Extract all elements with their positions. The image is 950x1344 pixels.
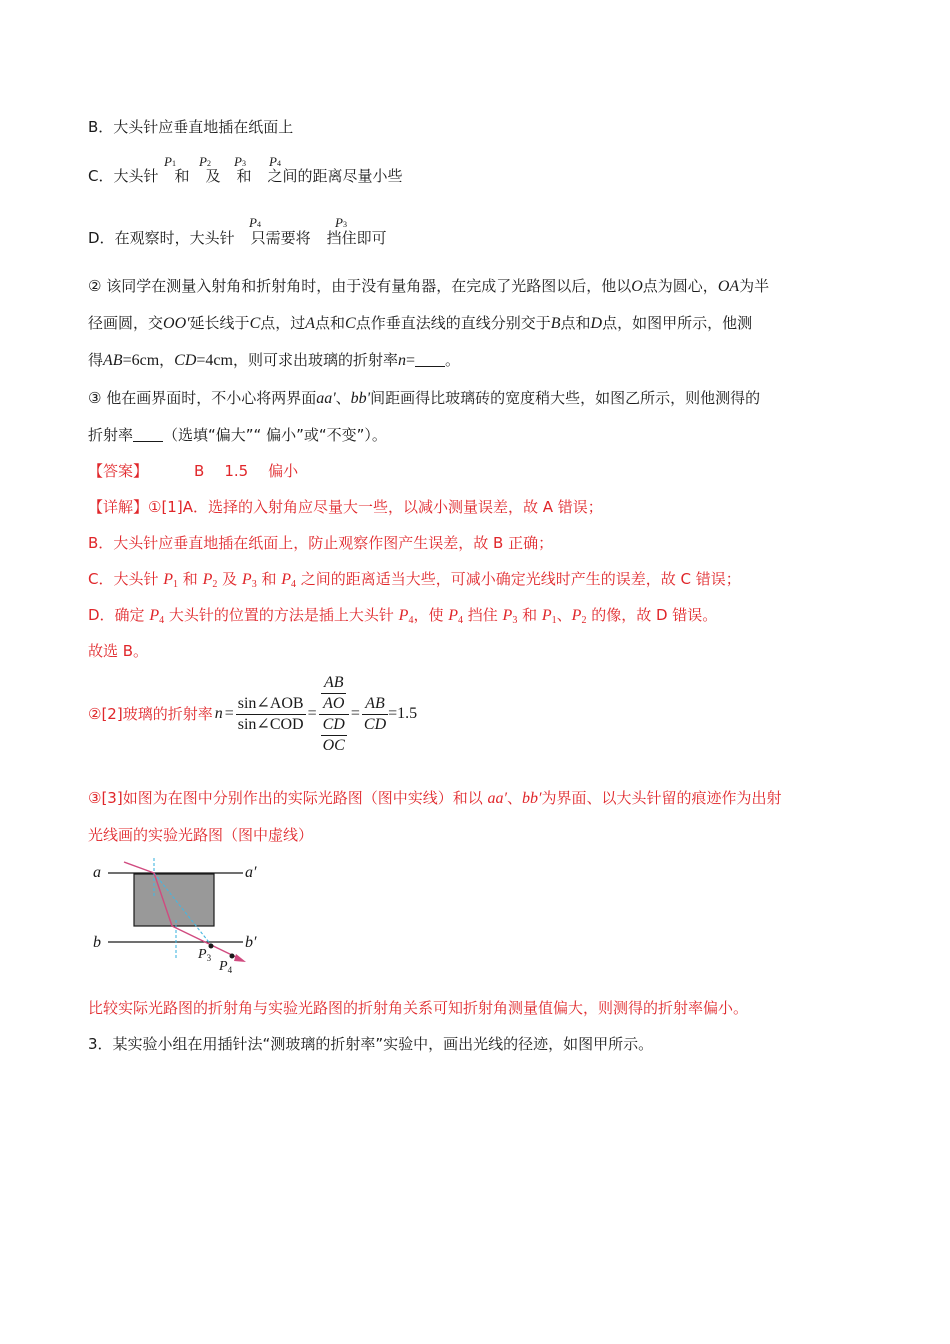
text: 和 (256, 570, 282, 588)
text: 点和 (315, 314, 346, 332)
equals-sign: = (405, 352, 416, 369)
option-b (88, 117, 293, 137)
denominator: sin∠COD (237, 715, 304, 733)
fraction-compound (319, 673, 349, 756)
arrowhead-icon (234, 954, 246, 962)
label-a: a (93, 864, 101, 881)
pin-p1-label: P1 (164, 154, 176, 169)
label-p4: $P_4$ (219, 959, 233, 975)
detail-line-7 (88, 788, 782, 809)
math-aa: aa′ (487, 790, 507, 807)
text: （选填“偏大”“ 偏小”或“不变”）。 (163, 426, 387, 444)
text: 点，过 (260, 314, 306, 332)
option-label: B． (88, 118, 114, 136)
math-n: n (397, 352, 406, 369)
math-oa: OA (717, 278, 740, 295)
text: 、 (506, 789, 522, 807)
denominator: CD (363, 715, 387, 733)
answer-line (88, 461, 298, 481)
option-text: 大头针 (113, 167, 159, 185)
equals-sign: = (307, 705, 317, 722)
text: ③ 他在画界面时，不小心将两界面 (88, 389, 317, 407)
text: 之间的距离适当大些，可减小确定光线时产生的误差，故 C 错误； (296, 570, 741, 588)
text: 点为圆心， (642, 277, 718, 295)
answer-blank (133, 427, 163, 442)
value-ab: =6cm (122, 352, 160, 369)
numerator: sin∠AOB (236, 694, 306, 715)
text: ，则可求出玻璃的折射率 (232, 351, 398, 369)
math-d: D (590, 315, 603, 332)
text: ， (159, 351, 175, 369)
numerator: AB (362, 694, 388, 715)
detail-line-2: B．大头针应垂直地插在纸面上，防止观察作图产生误差，故 B 正确； (88, 534, 554, 552)
option-text: 和 (236, 167, 252, 185)
text: 、 (556, 606, 572, 624)
optics-diagram (88, 858, 268, 978)
q2-line-2 (88, 313, 752, 334)
math-a: A (305, 315, 316, 332)
glass-block (134, 874, 214, 926)
pin-p3-label: P3 (234, 154, 246, 169)
answer-value-3: 偏小 (268, 462, 299, 480)
math-oo: OO' (163, 315, 190, 332)
text: 的像，故 D 错误。 (586, 606, 718, 624)
pin-p3-dot (209, 944, 214, 949)
detail-line-8: 光线画的实验光路图（图中虚线） (88, 826, 314, 844)
numerator (319, 673, 349, 715)
option-label: D． (88, 229, 115, 247)
pin-p4-dot (230, 954, 235, 959)
text: 点作垂直法线的直线分别交于 (355, 314, 551, 332)
detail-line-1: 【详解】①[1]A．选择的入射角应尽量大一些，以减小测量误差，故 A 错误； (88, 498, 603, 516)
denominator-ao: AO (323, 694, 345, 712)
pin-p3-label: P3 (335, 215, 347, 230)
math-n: n (214, 705, 223, 722)
pin-p2-label: P2 (199, 154, 211, 169)
text: 间距画得比玻璃砖的宽度稍大些，如图乙所示，则他测得的 (370, 389, 761, 407)
math-bb: bb' (350, 390, 371, 407)
fraction-sin (236, 694, 306, 735)
text: ② 该同学在测量入射角和折射角时，由于没有量角器，在完成了光路图以后，他以 (88, 277, 632, 295)
answer-label: 【答案】 (88, 462, 149, 480)
option-text: 大头针应垂直地插在纸面上 (113, 118, 294, 136)
option-label: C． (88, 167, 114, 185)
option-text: 只需要将 (250, 229, 311, 247)
label-p3: $P_3$ (198, 947, 212, 963)
q3-line-2 (88, 425, 387, 445)
text: 得 (88, 351, 104, 369)
detail-line-5: 故选 B。 (88, 642, 149, 660)
text: 为界面、以大头针留的痕迹作为出射 (541, 789, 782, 807)
text: 折射率 (88, 426, 134, 444)
math-o: O (631, 278, 643, 295)
option-text: 和 (174, 167, 190, 185)
formula-result: =1.5 (388, 705, 418, 722)
math-b: B (550, 315, 561, 332)
pin-p4-label: P4 (249, 215, 261, 230)
answer-value-2: 1.5 (224, 462, 249, 480)
value-cd: =4cm (196, 352, 233, 369)
q2-line-1 (88, 276, 769, 297)
text: C．大头针 (88, 570, 164, 588)
question-3: 3．某实验小组在用插针法“测玻璃的折射率”实验中，画出光线的径迹，如图甲所示。 (88, 1035, 654, 1053)
label-b-prime: b′ (245, 934, 257, 951)
equals-sign: = (224, 705, 234, 722)
math-bb: bb′ (521, 790, 542, 807)
text: 点和 (560, 314, 591, 332)
text: ，使 (413, 606, 449, 624)
text: 为半 (739, 277, 770, 295)
denominator-oc: OC (322, 736, 345, 754)
q2-line-3 (88, 350, 460, 371)
label-b: b (93, 934, 101, 951)
math-c: C (249, 315, 261, 332)
math-aa: aa' (316, 390, 336, 407)
detail-line-3: C．大头针 $P_1$ 和 $P_2$ 及 $P_3$ 和 $P_4$ 之间的距离适当大些，可减小确定光线时产生的误差，故 C 错误； (88, 570, 741, 590)
detail-line-4: D．确定 $P_4$ 大头针的位置的方法是插上大头针 $P_4$，使 $P_4$ 挡住 $P_3$ 和 $P_1$、$P_2$ 的像，故 D 错误。 (88, 606, 718, 626)
numerator-ab: AB (321, 673, 346, 694)
text: D．确定 (88, 606, 150, 624)
formula-line (88, 674, 417, 754)
text: 和 (178, 570, 203, 588)
incident-ray (124, 862, 154, 873)
option-d (88, 228, 387, 248)
text: ③[3]如图为在图中分别作出的实际光路图（图中实线）和以 (88, 789, 488, 807)
text: 径画圆，交 (88, 314, 164, 332)
text: 延长线于 (189, 314, 250, 332)
option-text: 挡住即可 (326, 229, 387, 247)
text: 及 (217, 570, 242, 588)
text: 。 (445, 351, 461, 369)
numerator-cd: CD (321, 715, 347, 736)
answer-value-1: B (194, 462, 205, 480)
equals-sign: = (350, 705, 360, 722)
option-text: 在观察时，大头针 (114, 229, 235, 247)
answer-blank (415, 352, 445, 367)
option-text: 之间的距离尽量小些 (267, 167, 403, 185)
option-text: 及 (205, 167, 221, 185)
text: 挡住 (463, 606, 503, 624)
formula-label: ②[2]玻璃的折射率 (88, 705, 213, 723)
q3-line-1 (88, 388, 760, 409)
label-a-prime: a′ (245, 864, 257, 881)
text: 大头针的位置的方法是插上大头针 (164, 606, 399, 624)
math-c: C (345, 315, 356, 332)
text: 和 (517, 606, 542, 624)
pin-p4-label: P4 (269, 154, 281, 169)
conclusion-line: 比较实际光路图的折射角与实验光路图的折射角关系可知折射角测量值偏大，则测得的折射率偏小。 (88, 999, 749, 1017)
math-ab: AB (103, 352, 123, 369)
math-cd: CD (174, 352, 197, 369)
fraction-ab-cd (362, 694, 388, 735)
denominator (319, 715, 349, 756)
text: 、 (335, 389, 351, 407)
text: 点，如图甲所示，他测 (602, 314, 753, 332)
